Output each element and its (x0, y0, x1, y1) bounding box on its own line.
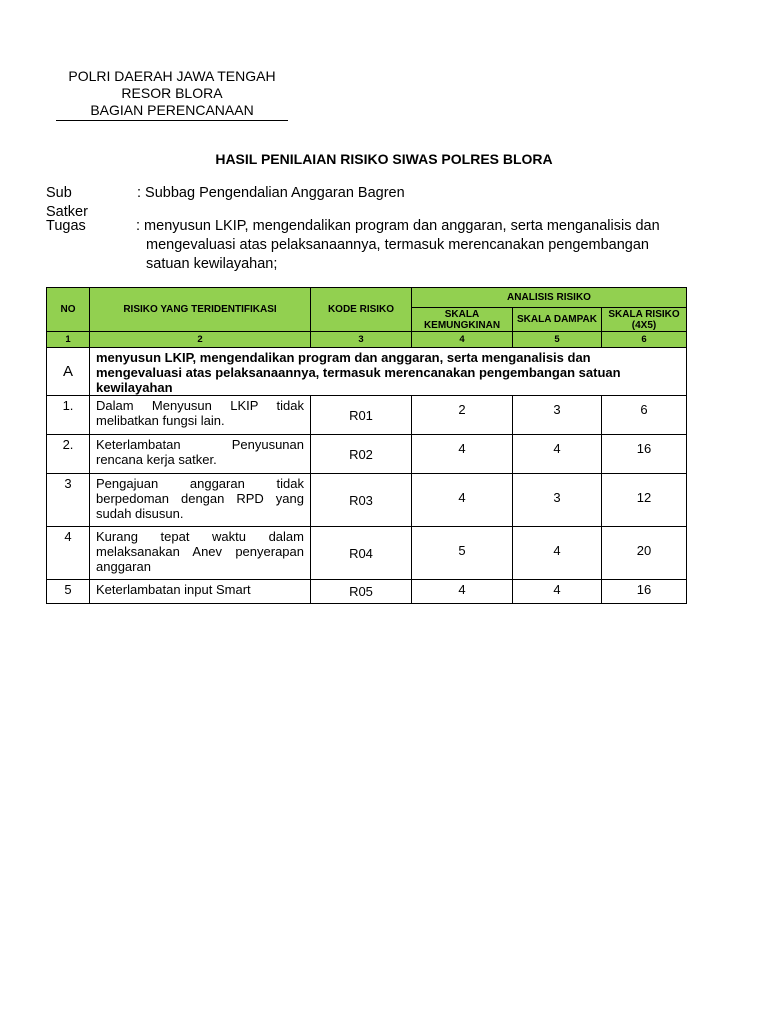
col-number: 2 (90, 332, 311, 348)
row-skala: 16 (602, 580, 687, 604)
sub-satker-label: Sub Satker (46, 185, 88, 220)
row-code: R03 (311, 474, 412, 527)
risk-table (46, 287, 687, 604)
document-title: HASIL PENILAIAN RISIKO SIWAS POLRES BLORA (215, 151, 553, 167)
table-row (47, 580, 687, 604)
letterhead-line-2: RESOR BLORA (121, 85, 223, 101)
col-number: 3 (311, 332, 412, 348)
tugas-label: Tugas (46, 218, 86, 234)
row-code: R02 (311, 435, 412, 474)
row-risk: Keterlambatan Penyusunan rencana kerja satker. (90, 435, 311, 474)
section-row (47, 348, 687, 396)
header-risiko: RISIKO YANG TERIDENTIFIKASI (90, 288, 311, 332)
col-number: 6 (602, 332, 687, 348)
section-text: menyusun LKIP, mengendalikan program dan anggaran, serta menganalisis dan mengevaluasi atas pelaksanaannya, termasuk merencanakan pengembangan satuan kewilayahan (90, 348, 687, 396)
tugas-line-2: mengevaluasi atas pelaksanaannya, termasuk merencanakan pengembangan (146, 237, 649, 253)
col-number: 4 (412, 332, 513, 348)
row-no: 3 (47, 474, 90, 527)
col-number: 1 (47, 332, 90, 348)
row-dampak: 4 (513, 527, 602, 580)
row-no: 4 (47, 527, 90, 580)
table-row (47, 396, 687, 435)
row-risk: Dalam Menyusun LKIP tidak melibatkan fungsi lain. (90, 396, 311, 435)
table-row (47, 474, 687, 527)
row-dampak: 3 (513, 474, 602, 527)
header-no: NO (47, 288, 90, 332)
col-number: 5 (513, 332, 602, 348)
letterhead-underline (56, 120, 288, 121)
row-kemungkinan: 4 (412, 435, 513, 474)
row-no: 1. (47, 396, 90, 435)
row-skala: 12 (602, 474, 687, 527)
row-skala: 16 (602, 435, 687, 474)
row-dampak: 4 (513, 435, 602, 474)
table-row (47, 435, 687, 474)
row-dampak: 3 (513, 396, 602, 435)
row-risk: Keterlambatan input Smart (90, 580, 311, 604)
row-no: 2. (47, 435, 90, 474)
tugas-line-1: : menyusun LKIP, mengendalikan program dan anggaran, serta menganalisis dan (136, 218, 660, 234)
row-kemungkinan: 4 (412, 580, 513, 604)
row-code: R01 (311, 396, 412, 435)
row-dampak: 4 (513, 580, 602, 604)
row-risk: Kurang tepat waktu dalam melaksanakan Anev penyerapan anggaran (90, 527, 311, 580)
row-kemungkinan: 4 (412, 474, 513, 527)
header-dampak: SKALA DAMPAK (513, 308, 602, 332)
letterhead (56, 68, 288, 121)
row-risk: Pengajuan anggaran tidak berpedoman dengan RPD yang sudah disusun. (90, 474, 311, 527)
row-code: R05 (311, 580, 412, 604)
header-kode: KODE RISIKO (311, 288, 412, 332)
row-skala: 20 (602, 527, 687, 580)
row-kemungkinan: 5 (412, 527, 513, 580)
table-row (47, 527, 687, 580)
row-no: 5 (47, 580, 90, 604)
letterhead-line-1: POLRI DAERAH JAWA TENGAH (68, 68, 276, 84)
row-kemungkinan: 2 (412, 396, 513, 435)
header-kemungkinan: SKALA KEMUNGKINAN (412, 308, 513, 332)
row-skala: 6 (602, 396, 687, 435)
tugas-line-3: satuan kewilayahan; (146, 256, 278, 272)
sub-satker-value: : Subbag Pengendalian Anggaran Bagren (137, 185, 405, 201)
header-skala-risiko: SKALA RISIKO (4X5) (602, 308, 687, 332)
row-code: R04 (311, 527, 412, 580)
letterhead-line-3: BAGIAN PERENCANAAN (90, 102, 254, 118)
header-analisis: ANALISIS RISIKO (412, 288, 687, 308)
section-letter: A (47, 348, 90, 396)
